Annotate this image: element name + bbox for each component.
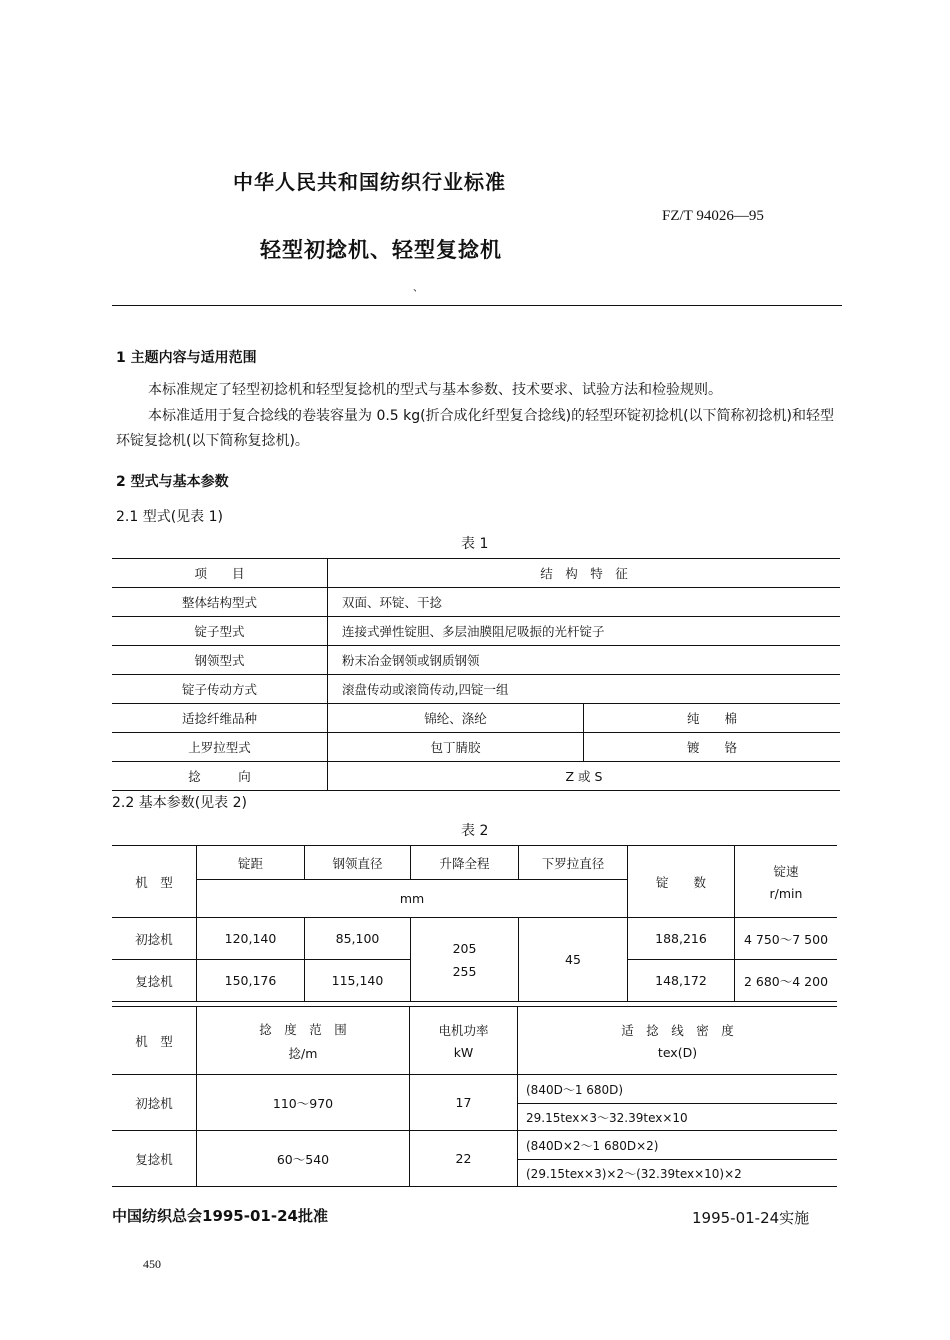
table-cell: 110～970 xyxy=(197,1075,410,1131)
section-1-paragraph-1: 本标准规定了轻型初捻机和轻型复捻机的型式与基本参数、技术要求、试验方法和检验规则。 xyxy=(148,382,722,398)
table-cell: (29.15tex×3)×2～(32.39tex×10)×2 xyxy=(518,1160,838,1187)
table-cell: 初捻机 xyxy=(112,918,197,960)
table-cell: 锭子型式 xyxy=(112,617,328,646)
approval-date: 中国纺织总会1995-01-24批准 xyxy=(112,1207,328,1225)
table-2-lift-value-b: 255 xyxy=(452,963,477,979)
table-2-header-roller: 下罗拉直径 xyxy=(519,846,628,880)
table-3-header-power xyxy=(410,1007,518,1075)
table-2 xyxy=(112,845,837,1002)
table-3-header-density-unit: tex(D) xyxy=(657,1045,698,1060)
table-cell: 粉末冶金钢领或钢质钢领 xyxy=(328,646,841,675)
section-2-1-heading: 2.1 型式(见表 1) xyxy=(116,509,223,525)
table-row xyxy=(112,559,840,588)
table-3-header-model: 机 型 xyxy=(112,1007,197,1075)
table-1 xyxy=(112,558,840,791)
table-cell: 纯 棉 xyxy=(584,704,841,733)
table-2-header-speed-label: 锭速 xyxy=(773,864,799,879)
effective-date: 1995-01-24实施 xyxy=(692,1209,810,1227)
section-2-2-heading: 2.2 基本参数(见表 2) xyxy=(112,795,247,811)
table-2-header-ring: 钢领直径 xyxy=(305,846,411,880)
table-2-header-model: 机 型 xyxy=(112,846,197,918)
table-cell: 捻 向 xyxy=(112,762,328,791)
table-1-header-feature: 结 构 特 征 xyxy=(328,559,841,588)
table-row xyxy=(112,617,840,646)
table-1-caption: 表 1 xyxy=(461,536,489,552)
table-row xyxy=(112,1007,837,1075)
table-cell: 120,140 xyxy=(197,918,305,960)
table-2-header-speed xyxy=(735,846,838,918)
table-cell: 60～540 xyxy=(197,1131,410,1187)
table-cell: 镀 铬 xyxy=(584,733,841,762)
stray-mark: 、 xyxy=(413,283,423,294)
table-cell: 29.15tex×3～32.39tex×10 xyxy=(518,1104,838,1131)
table-cell: 17 xyxy=(410,1075,518,1131)
table-cell: 滚盘传动或滚筒传动,四锭一组 xyxy=(328,675,841,704)
table-2-header-lift: 升降全程 xyxy=(411,846,519,880)
table-cell: 上罗拉型式 xyxy=(112,733,328,762)
table-3-header-density xyxy=(518,1007,838,1075)
table-cell: 2 680～4 200 xyxy=(735,960,838,1002)
table-cell: 115,140 xyxy=(305,960,411,1002)
table-1-header-item: 项 目 xyxy=(112,559,328,588)
table-cell: 148,172 xyxy=(628,960,735,1002)
table-3-header-twist-unit: 捻/m xyxy=(288,1045,318,1061)
table-row xyxy=(112,1131,837,1160)
table-2-header-speed-unit: r/min xyxy=(769,886,803,901)
table-cell: 锭子传动方式 xyxy=(112,675,328,704)
table-3-header-twist-label: 捻 度 范 围 xyxy=(259,1021,347,1037)
table-cell: 150,176 xyxy=(197,960,305,1002)
table-3-header-power-label: 电机功率 xyxy=(438,1023,489,1038)
standard-title: 轻型初捻机、轻型复捻机 xyxy=(260,238,502,262)
table-row xyxy=(112,918,837,960)
section-1-paragraph-2: 本标准适用于复合捻线的卷装容量为 0.5 kg(折合成化纤型复合捻线)的轻型环锭初捻机(以下简称初捻机)和轻型环锭复捻机(以下简称复捻机)。 xyxy=(116,408,835,449)
table-cell: 双面、环锭、干捻 xyxy=(328,588,841,617)
standard-code: FZ/T 94026—95 xyxy=(662,208,764,224)
table-2-header-gauge: 锭距 xyxy=(197,846,305,880)
table-2-header-spindles: 锭 数 xyxy=(628,846,735,918)
table-row xyxy=(112,646,840,675)
table-cell: Z 或 S xyxy=(565,769,603,784)
table-cell: 适捻纤维品种 xyxy=(112,704,328,733)
table-2-caption: 表 2 xyxy=(461,823,489,839)
table-cell: 复捻机 xyxy=(112,1131,197,1187)
header-rule xyxy=(112,305,842,306)
table-cell: 包丁腈胶 xyxy=(328,733,584,762)
section-2-heading: 2 型式与基本参数 xyxy=(116,474,229,490)
issuing-organization: 中华人民共和国纺织行业标准 xyxy=(233,170,506,194)
table-row xyxy=(112,675,840,704)
table-cell: 连接式弹性锭胆、多层油膜阻尼吸振的光杆锭子 xyxy=(328,617,841,646)
table-cell: 22 xyxy=(410,1131,518,1187)
table-cell xyxy=(411,918,519,1002)
table-cell: (840D×2～1 680D×2) xyxy=(518,1131,838,1160)
table-cell: 钢领型式 xyxy=(112,646,328,675)
table-3-header-twist xyxy=(197,1007,410,1075)
table-3-header-power-unit: kW xyxy=(453,1045,474,1060)
table-cell: 85,100 xyxy=(305,918,411,960)
table-cell: 45 xyxy=(519,918,628,1002)
page-number: 450 xyxy=(143,1257,161,1271)
table-cell: 初捻机 xyxy=(112,1075,197,1131)
table-row xyxy=(112,588,840,617)
table-row xyxy=(112,1075,837,1104)
table-cell: 锦纶、涤纶 xyxy=(328,704,584,733)
table-row xyxy=(112,846,837,880)
table-row xyxy=(112,762,840,791)
table-cell: 整体结构型式 xyxy=(112,588,328,617)
table-3-header-density-label: 适 捻 线 密 度 xyxy=(621,1023,734,1038)
table-row xyxy=(112,733,840,762)
table-cell: 188,216 xyxy=(628,918,735,960)
section-1-heading: 1 主题内容与适用范围 xyxy=(116,350,257,366)
table-cell: 4 750～7 500 xyxy=(735,918,838,960)
table-2-continued xyxy=(112,1006,837,1187)
table-cell: (840D～1 680D) xyxy=(518,1075,838,1104)
table-cell: 复捻机 xyxy=(112,960,197,1002)
table-row xyxy=(112,704,840,733)
table-2-lift-value-a: 205 xyxy=(452,940,477,956)
table-2-unit-mm: mm xyxy=(197,880,628,918)
